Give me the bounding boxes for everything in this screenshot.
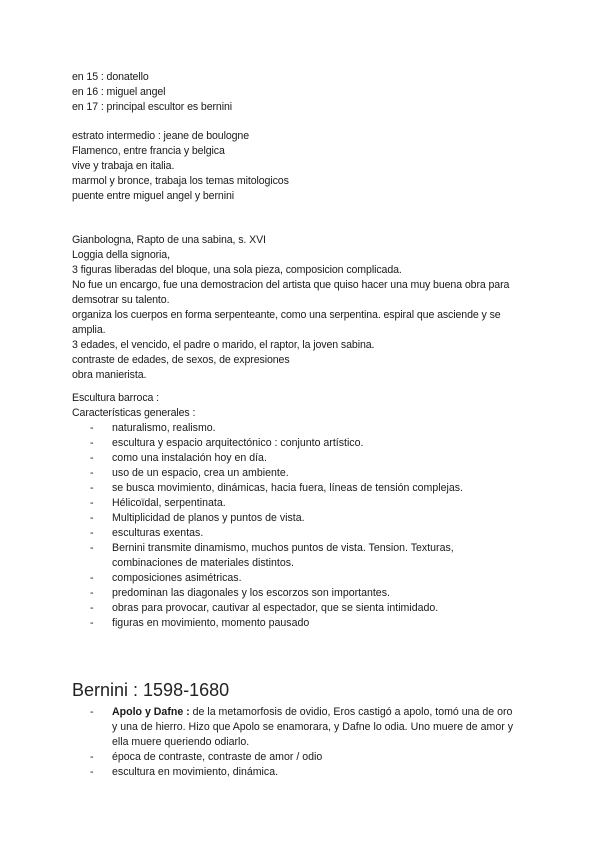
barroca-characteristics-list <box>90 421 510 631</box>
giambologna-intro <box>72 129 532 204</box>
barroca-header <box>72 391 532 421</box>
text-line: organiza los cuerpos en forma serpenteante, como una serpentina. espiral que asciende y se amplia. <box>72 309 501 336</box>
text-line: puente entre miguel angel y bernini <box>72 190 234 202</box>
text-line: vive y trabaja en italia. <box>72 160 175 172</box>
list-item-text: Multiplicidad de planos y puntos de vista. <box>112 512 305 524</box>
bullet-dash: - <box>90 467 94 479</box>
list-item <box>90 451 510 466</box>
text-line: Loggia della signoria, <box>72 249 170 261</box>
text-line: obra manierista. <box>72 369 147 381</box>
bullet-dash: - <box>90 497 94 509</box>
bullet-dash: - <box>90 602 94 614</box>
text-line: marmol y bronce, trabaja los temas mitologicos <box>72 175 289 187</box>
bullet-dash: - <box>90 482 94 494</box>
list-item <box>90 765 518 780</box>
rapto-sabina-notes <box>72 233 530 383</box>
text-line: en 15 : donatello <box>72 71 149 83</box>
list-item-text: escultura y espacio arquitectónico : conjunto artístico. <box>112 437 364 449</box>
list-item <box>90 511 510 526</box>
bullet-dash: - <box>90 422 94 434</box>
text-line: contraste de edades, de sexos, de expresiones <box>72 354 290 366</box>
intro-century-list <box>72 70 532 115</box>
text-line: 3 edades, el vencido, el padre o marido, el raptor, la joven sabina. <box>72 339 375 351</box>
list-item <box>90 466 510 481</box>
bullet-dash: - <box>90 766 94 778</box>
bullet-dash: - <box>90 527 94 539</box>
list-item <box>90 481 510 496</box>
text-line: estrato intermedio : jeane de boulogne <box>72 130 250 142</box>
list-item-text: como una instalación hoy en día. <box>112 452 267 464</box>
list-item-text: Hélicoïdal, serpentinata. <box>112 497 226 509</box>
list-item <box>90 616 510 631</box>
list-item-text: época de contraste, contraste de amor / odio <box>112 751 323 763</box>
text-line: No fue un encargo, fue una demostracion del artista que quiso hacer una muy buena obra para demsotrar su talento. <box>72 279 510 306</box>
list-item <box>90 705 518 750</box>
bullet-dash: - <box>90 437 94 449</box>
list-item-text: escultura en movimiento, dinámica. <box>112 766 279 778</box>
bullet-dash: - <box>90 512 94 524</box>
list-item-text: predominan las diagonales y los escorzos son importantes. <box>112 587 390 599</box>
text-line: 3 figuras liberadas del bloque, una sola pieza, composicion complicada. <box>72 264 402 276</box>
list-item-text: Bernini transmite dinamismo, muchos puntos de vista. Tension. Texturas, combinaciones de materiales distintos. <box>112 542 454 569</box>
list-item <box>90 496 510 511</box>
list-item <box>90 421 510 436</box>
list-item-text: composiciones asimétricas. <box>112 572 242 584</box>
apolo-dafne-text: de la metamorfosis de ovidio, Eros castigó a apolo, tomó una de oro y una de hierro. Hizo que Apolo se enamorara, y Dafne lo odia. Uno muere de amor y ella muere queriendo odiarlo. <box>112 706 514 748</box>
bullet-dash: - <box>90 617 94 629</box>
bernini-notes-list <box>90 705 518 780</box>
list-item <box>90 541 510 571</box>
section-title: Escultura barroca : <box>72 392 160 404</box>
text-line: en 17 : principal escultor es bernini <box>72 101 233 113</box>
section-subtitle: Características generales : <box>72 407 196 419</box>
list-item <box>90 750 518 765</box>
list-item-text: figuras en movimiento, momento pausado <box>112 617 310 629</box>
bullet-dash: - <box>90 751 94 763</box>
bullet-dash: - <box>90 572 94 584</box>
bullet-dash: - <box>90 587 94 599</box>
list-item <box>90 526 510 541</box>
list-item <box>90 586 510 601</box>
list-item <box>90 571 510 586</box>
list-item-text: esculturas exentas. <box>112 527 204 539</box>
list-item-text: naturalismo, realismo. <box>112 422 216 434</box>
list-item <box>90 601 510 616</box>
bullet-dash: - <box>90 452 94 464</box>
text-line: Gianbologna, Rapto de una sabina, s. XVI <box>72 234 266 246</box>
text-line: Flamenco, entre francia y belgica <box>72 145 225 157</box>
bullet-dash: - <box>90 706 94 718</box>
bernini-heading: Bernini : 1598-1680 <box>72 680 230 700</box>
text-line: en 16 : miguel angel <box>72 86 166 98</box>
list-item-text: uso de un espacio, crea un ambiente. <box>112 467 289 479</box>
list-item <box>90 436 510 451</box>
bullet-dash: - <box>90 542 94 554</box>
list-item-text: se busca movimiento, dinámicas, hacia fuera, líneas de tensión complejas. <box>112 482 463 494</box>
list-item-text: obras para provocar, cautivar al espectador, que se sienta intimidado. <box>112 602 439 614</box>
apolo-dafne-label: Apolo y Dafne : <box>112 706 190 718</box>
